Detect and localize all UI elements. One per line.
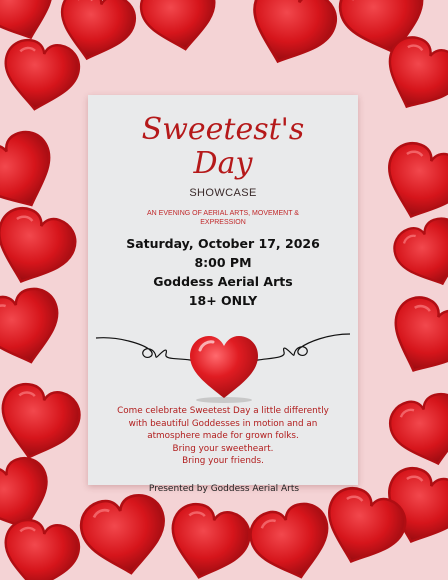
heart-icon [0, 517, 82, 580]
flyer-card [88, 95, 358, 485]
heart-icon [0, 124, 67, 221]
heart-icon [375, 137, 448, 230]
heart-icon [0, 37, 82, 116]
description-line: Come celebrate Sweetest Day a little differently [117, 406, 329, 416]
event-description [108, 405, 338, 468]
heart-icon [0, 284, 69, 372]
heart-icon [190, 336, 258, 398]
heart-icon [138, 0, 222, 56]
description-line: Bring your sweetheart. [172, 443, 274, 454]
heart-icon [239, 0, 343, 76]
event-time: 8:00 PM [194, 255, 252, 270]
age-restriction: 18+ ONLY [188, 293, 258, 308]
heart-icon [161, 499, 254, 580]
description-line: Bring your friends. [182, 456, 264, 466]
event-date: Saturday, October 17, 2026 [126, 236, 320, 251]
presented-by: Presented by Goddess Aerial Arts [148, 484, 300, 494]
heart-icon [245, 499, 338, 580]
heart-icon [378, 290, 448, 387]
title-line-2: Day [193, 146, 253, 181]
heart-icon [389, 213, 448, 296]
heart-ornament [88, 320, 358, 410]
heart-icon [0, 202, 82, 295]
description-line: with beautiful Goddesses in motion and an [128, 418, 318, 429]
description-line: atmosphere made for grown folks. [147, 431, 299, 441]
heart-icon [77, 491, 172, 580]
heart-icon [385, 389, 448, 473]
event-venue: Goddess Aerial Arts [153, 274, 293, 289]
title-line-1: Sweetest's [141, 112, 305, 147]
heart-icon [0, 379, 85, 467]
event-subtitle: AN EVENING OF AERIAL ARTS, MOVEMENT & EXPRESSION [147, 210, 299, 226]
showcase-label: SHOWCASE [189, 187, 257, 199]
